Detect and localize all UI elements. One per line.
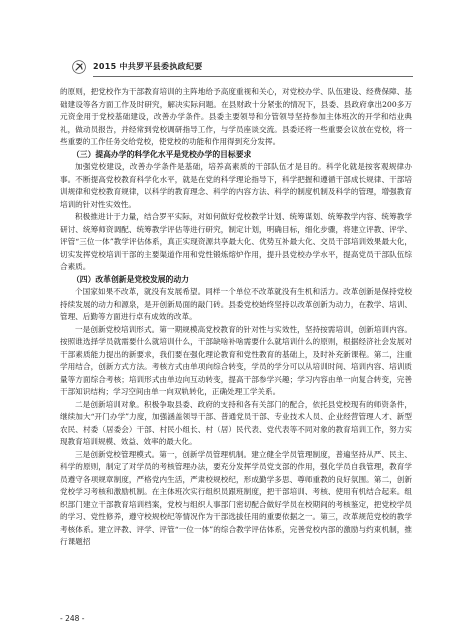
page-number: - 248 - <box>60 614 85 623</box>
paragraph: 二是创新培训对象。积极争取县委、政府的支持和各有关部门的配合，依托县党校现有的师资条件，继续加大“开门办学”力度，加强涵盖领导干部、普通党员干部、专业技术人员、企业经营管理人才、新型农民、村委（居委会）干部、村民小组长、村（居）民代表、党代表等不同对象的教育培训工作，努力实现教育培训规模、效益、效率的最大化。 <box>60 399 412 446</box>
header-title: 2015 中共罗平县委执政纪要 <box>93 62 203 71</box>
page-body <box>60 86 412 549</box>
paragraph: 三是创新党校管理模式。第一，创新学员管理机制。建立健全学员管理制度，普遍坚持从严、民主、科学的原则，制定了对学员的考核管理办法，要充分发挥学员党支部的作用，强化学员自我管理，教育学员遵守各项规章制度，严格党内生活，严肃校规校纪，形成勤学多思、尊师重教的良好氛围。第二，创新党校学习考核和激励机制。在主体班次实行组织员跟班制度，把干部培训、考核、使用有机结合起来。组织部门建立干部教育培训档案，党校与组织人事部门密切配合做好学员在校期间的考核鉴定，把党校学员的学习、党性修养，遵守校规校纪等情况作为干部选拔任用的重要依据之一。第三，改革规范党校的教学考核体系。建立评教、评学、评管“一位一体”的综合教学评估体系，完善党校内部的激励与约束机制，推行课题招 <box>60 449 412 546</box>
section-heading: （四）改革创新是党校发展的动力 <box>72 274 189 284</box>
party-emblem-icon <box>72 60 86 74</box>
paragraph: 一是创新党校培训形式。第一期规模高党校教育的针对性与实效性，坚持按需培训，创新培训内容。按照谁选择学员就需要什么就培训什么，干部缺啥补啥需要什么就培训什么的原则，根据经济社会发展对干部素质能力提出的新要求，我们要在强化理论教育和党性教育的基础上，及时补充新课程。第二，注重学用结合，创新方式方法。考核方式由单项向综合转变，学员的学分可以从培训时间、培训内容、培训质量等方面综合考核；培训形式由单边向互动转变，提高干部参学兴趣；学习内容由单一向复合转变，完善干部知识结构；学习空间由单一向双轨转化，正确处理工学关系。 <box>60 324 412 396</box>
paragraph: 个国家如果不改革，就没有发展希望。同样一个单位不改革就没有生机和活力。改革创新是保持党校持续发展的动力和源泉，是开创新局面的敲门砖。县委党校始终坚持以改革创新为动力，在教学、培训、管理、后勤等方面进行卓有成效的改革。 <box>60 287 412 321</box>
paragraph: 加强党校建设，改善办学条件是基础，培养高素质的干部队伍才是目的。科学化就是按客观规律办事。不断提高党校教育科学化水平，就是在党的科学理论指导下，科学把握和遵循干部成长规律、干部培训规律和党校教育规律，以科学的教育理念、科学的内容方法、科学的制度机制及科学的管理，增强教育培训的针对性实效性。 <box>60 162 412 209</box>
section-heading: （三）提高办学的科学化水平是党校办学的目标要求 <box>72 149 252 159</box>
running-header <box>0 0 471 86</box>
paragraph: 的原则，把党校作为干部教育培训的主阵地给予高度重视和关心，对党校办学、队伍建设、经费保障、基础建设等各方面工作及时研究，解决实际问题。在县财政十分紧张的情况下，县委、县政府拿出200多万元资金用于党校基础建设，改善办学条件。县委主要领导和分管领导坚持参加主体班次的开学和结业典礼，做动员报告，并经常到党校调研指导工作，与学员座谈交流。县委还将一些重要会议放在党校，将一些重要的工作任务交给党校，使党校的功能和作用得到充分发挥。 <box>60 87 412 146</box>
paragraph: 积极推进计于力量，结合罗平实际，对如何做好党校教学计划、统筹谋划、统筹教学内容、统筹教学研讨、统筹师资调配、统筹教学评估等进行研究，制定计划，明确目标，细化步骤，将建立评教、评学、评管“三位一体”教学评估体系，真正实现资源共享最大化、优势互补最大化、交员干部培训效果最大化，切实发挥党校培训干部的主要渠道作用和党性锻炼熔炉作用，提升县党校办学水平，提高党员干部队伍综合素质。 <box>60 212 412 271</box>
header-rule <box>93 76 413 77</box>
